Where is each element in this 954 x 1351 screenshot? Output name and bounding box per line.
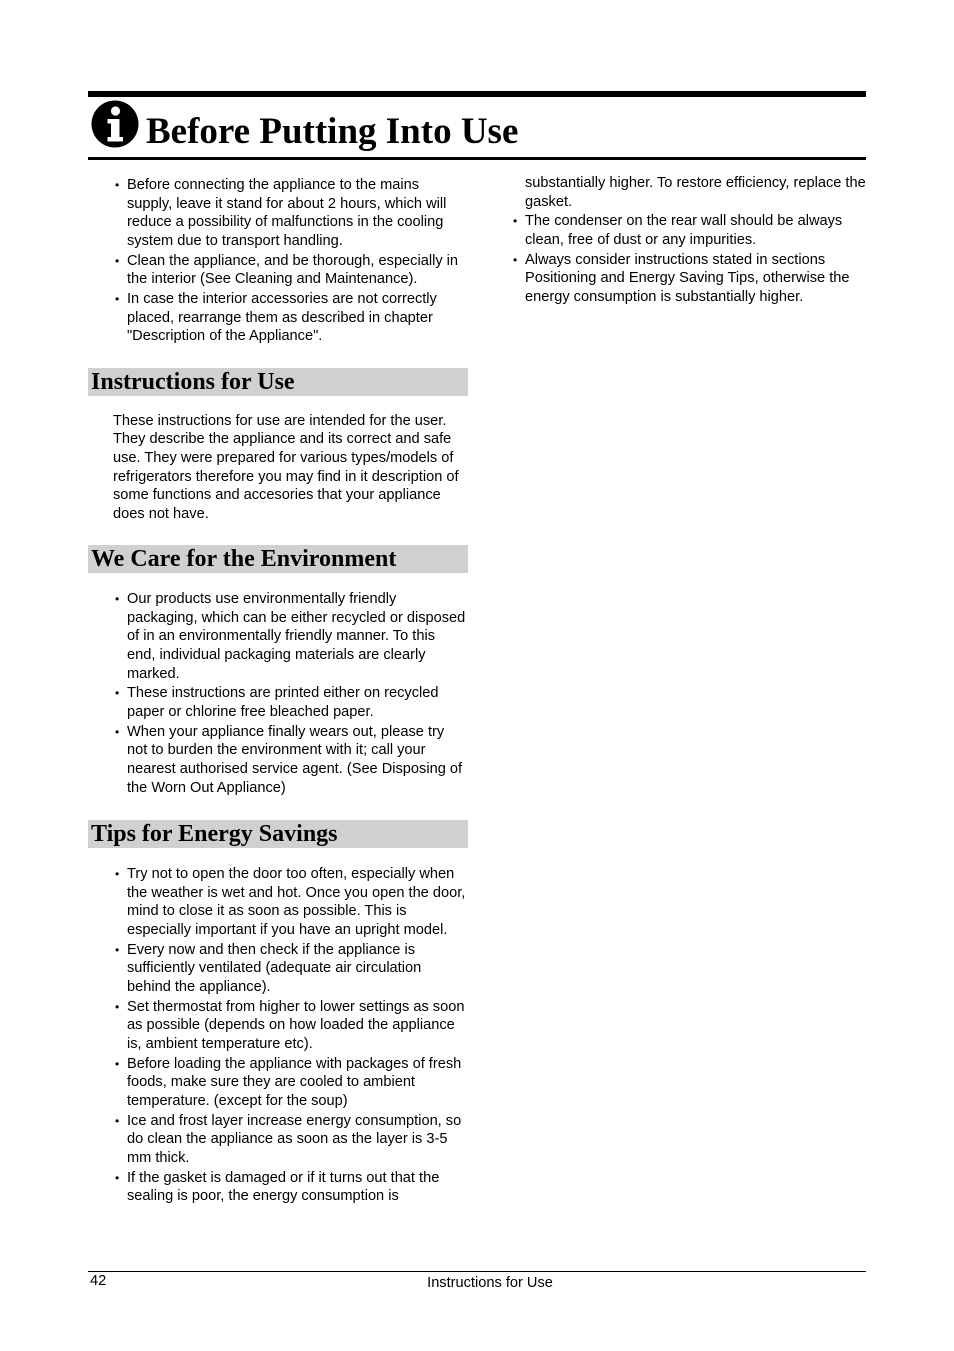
instructions-paragraph: These instructions for use are intended for the user. They describe the appliance and its correct and safe use. They were prepared for various types/models of refrigerators therefore you may find in it description of some functions and accesories that your appliance does not have. (113, 412, 459, 522)
list-item: • Before connecting the appliance to the mains supply, leave it stand for about 2 hours, which will reduce a possibility of malfunctions in the cooling system due to transport handling. (127, 176, 467, 250)
continued-text: substantially higher. To restore efficiency, replace the gasket. (525, 175, 866, 210)
list-item: • Before loading the appliance with packages of fresh foods, make sure they are cooled to ambient temperature. (except for the soup) (127, 1055, 467, 1111)
footer-title: Instructions for Use (427, 1275, 553, 1291)
intro-bullet-list (127, 176, 467, 346)
list-item: • Ice and frost layer increase energy consumption, so do clean the appliance as soon as the layer is 3-5 mm thick. (127, 1112, 467, 1168)
right-column (510, 174, 866, 308)
energy-bullet-list (127, 865, 467, 1206)
list-item: • These instructions are printed either on recycled paper or chlorine free bleached paper. (127, 684, 467, 721)
page-title: Before Putting Into Use (146, 111, 519, 152)
list-item: • When your appliance finally wears out, please try not to burden the environment with it; call your nearest authorised service agent. (See Disposing of the Worn Out Appliance) (127, 723, 467, 797)
list-item: • Set thermostat from higher to lower settings as soon as possible (depends on how loaded the appliance is, ambient temperature etc). (127, 998, 467, 1054)
section-heading-energy: Tips for Energy Savings (88, 820, 468, 848)
info-icon (91, 100, 139, 148)
list-item: • The condenser on the rear wall should be always clean, free of dust or any impurities. (525, 212, 867, 249)
list-item: • If the gasket is damaged or if it turns out that the sealing is poor, the energy consumption is (127, 1169, 467, 1206)
footer-rule (88, 1271, 866, 1272)
environment-bullet-list (127, 590, 467, 797)
page-number: 42 (90, 1273, 107, 1289)
list-item: • Clean the appliance, and be thorough, especially in the interior (See Cleaning and Maintenance). (127, 252, 467, 289)
list-item: • In case the interior accessories are not correctly placed, rearrange them as described in chapter "Description of the Appliance". (127, 290, 467, 346)
list-item: • Try not to open the door too often, especially when the weather is wet and hot. Once you open the door, mind to close it as soon as possible. This is especially important if you have an upright model. (127, 865, 467, 939)
list-item: • Always consider instructions stated in sections Positioning and Energy Saving Tips, otherwise the energy consumption is substantially higher. (525, 251, 867, 307)
list-item: • Our products use environmentally friendly packaging, which can be either recycled or disposed of in an environmentally friendly manner. To this end, individual packaging materials are clearly marked. (127, 590, 467, 683)
left-column (88, 176, 468, 1207)
title-bar (88, 97, 866, 160)
energy-bullet-list-continued (525, 212, 867, 306)
section-heading-instructions: Instructions for Use (88, 368, 468, 396)
section-heading-environment: We Care for the Environment (88, 545, 468, 573)
list-item: • Every now and then check if the appliance is sufficiently ventilated (adequate air circulation behind the appliance). (127, 941, 467, 997)
